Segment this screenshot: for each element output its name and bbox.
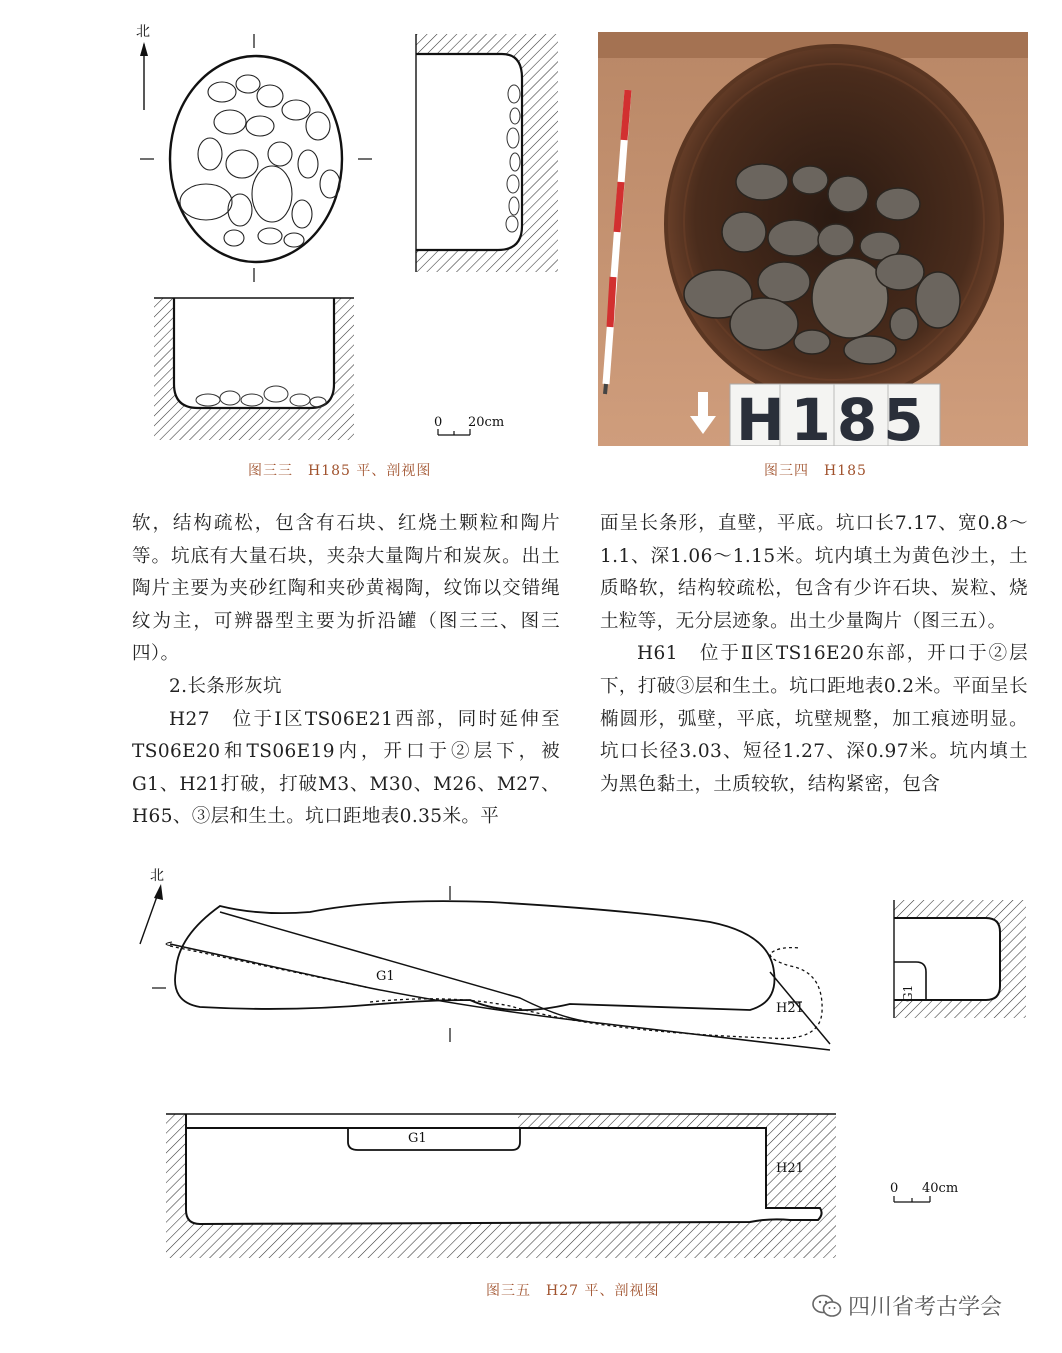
paragraph-h27-cont: 面呈长条形，直壁，平底。坑口长7.17、宽0.8～1.1、深1.06～1.15米。坑内填土为黄色沙土，土质略软，结构较疏松，包含有少许石块、炭粒、烧土粒等，无分层迹象。出土少量陶片（图三五）。 [600,513,1028,632]
watermark-text: 四川省考古学会 [848,1295,1003,1320]
north-label: 北 [136,24,150,40]
figure-34-caption: 图三四 H185 [764,463,867,479]
section-heading: 2.长条形灰坑 [169,675,282,697]
paragraph-h61: H61 位于Ⅱ区TS16E20东部，开口于②层下，打破③层和生土。坑口距地表0.2米。平面呈长椭圆形，弧壁，平底，坑壁规整，加工痕迹明显。坑口长径3.03、短径1.27、深0.97米。坑内填土为黑色黏土，土质较软，结构紧密，包含 [600,643,1028,795]
label-g1-section: G1 [408,1131,427,1146]
label-g1-plan: G1 [376,969,395,984]
scale-bar [894,1196,930,1202]
figure-34-photo [598,32,1028,446]
north-label: 北 [150,868,164,884]
north-arrow-icon [140,42,148,110]
label-h21-section: H21 [776,1161,804,1176]
figure-35 [130,862,1030,1272]
scale-label: 40cm [922,1181,959,1196]
paragraph-h27: H27 位于Ⅰ区TS06E21西部，同时延伸至TS06E20和TS06E19内，开口于②层下，被G1、H21打破，打破M3、M30、M26、M27、H65、③层和生土。坑口距地表0.35米。平 [132,708,560,828]
photo-drawing [598,32,1028,446]
scale-bar [438,429,470,435]
scale-zero: 0 [434,415,443,430]
section-long [166,1114,836,1258]
figure-35-caption: 图三五 H27 平、剖视图 [486,1283,660,1299]
figure-33 [130,14,570,444]
scale-label: 20cm [468,415,505,430]
label-g1-side: G1 [901,984,915,1002]
plan-view [140,34,372,282]
north-arrow-icon [140,884,163,944]
board-label: H185 [736,386,930,446]
figure-35-drawing [130,862,1030,1272]
text-column-right [600,508,1028,801]
section-east [416,34,558,272]
label-h21-plan: H21 [776,1001,804,1016]
figure-33-drawing [130,14,570,444]
wechat-icon [812,1293,842,1319]
watermark [812,1290,1002,1321]
paragraph-1: 软，结构疏松，包含有石块、红烧土颗粒和陶片等。坑底有大量石块，夹杂大量陶片和炭灰。出土陶片主要为夹砂红陶和夹砂黄褐陶，纹饰以交错绳纹为主，可辨器型主要为折沿罐（图三三、图三四）。 [132,513,560,665]
section-south [154,298,354,440]
scale-zero: 0 [890,1181,899,1196]
figure-33-caption: 图三三 H185 平、剖视图 [248,463,432,479]
text-column-left [132,508,560,834]
plan-view [152,886,830,1050]
